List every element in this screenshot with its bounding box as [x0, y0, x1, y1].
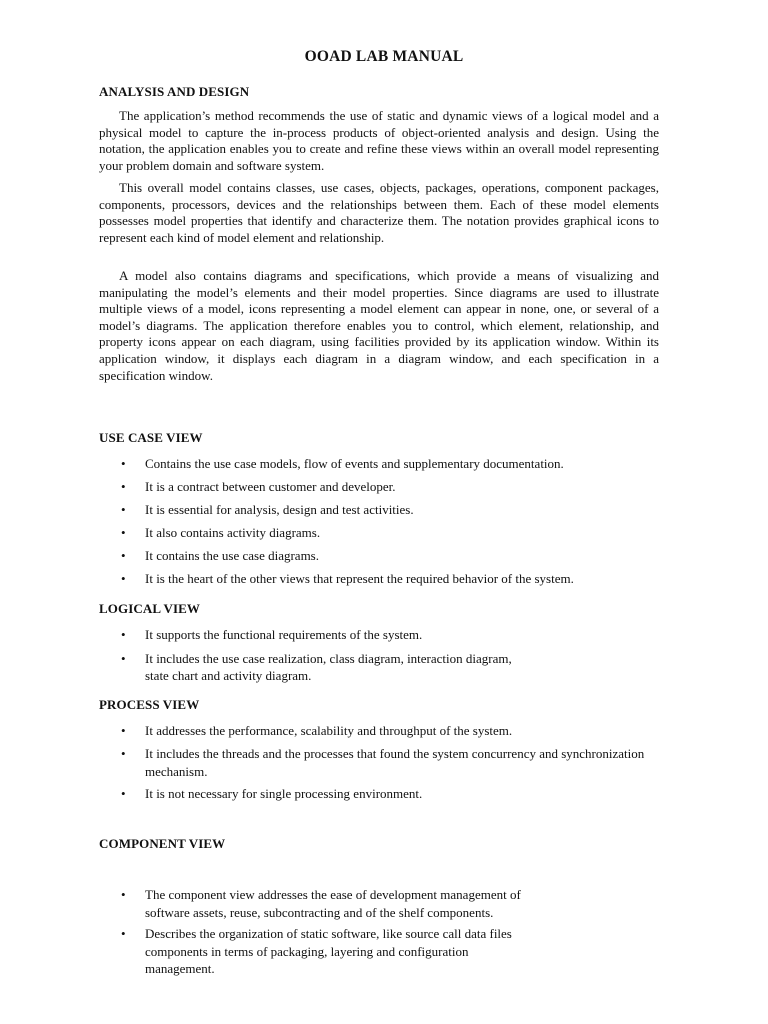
bullet-glyph: •	[121, 456, 126, 471]
list-item-text: It supports the functional requirements of the system.	[145, 627, 423, 642]
list-item-text: It also contains activity diagrams.	[145, 525, 321, 540]
bullet-glyph: •	[121, 723, 126, 738]
bullet-glyph: •	[121, 525, 126, 540]
list-item-text: It is the heart of the other views that represent the required behavior of the system.	[145, 571, 574, 586]
bullet-glyph: •	[121, 926, 126, 941]
list-item-text: It is essential for analysis, design and test activities.	[145, 502, 414, 517]
list-item-text: components in terms of packaging, layering and configuration	[145, 944, 469, 959]
list-item-text: Contains the use case models, flow of events and supplementary documentation.	[145, 456, 564, 471]
bullet-glyph: •	[121, 502, 126, 517]
bullet-glyph: •	[121, 786, 126, 801]
list-item-text: state chart and activity diagram.	[145, 668, 312, 683]
list-item-text: mechanism.	[145, 764, 208, 779]
heading-component-view: COMPONENT VIEW	[99, 836, 226, 851]
list-item-text: Describes the organization of static software, like source call data files	[145, 926, 512, 941]
list-item-text: software assets, reuse, subcontracting and of the shelf components.	[145, 905, 494, 920]
document-title: OOAD LAB MANUAL	[304, 48, 464, 65]
paragraph-analysis-1: The application’s method recommends the use of static and dynamic views of a logical model and a physical model to capture the in-process products of object-oriented analysis and design. Using the notation, the application enables you to create and refine these views within an overall model representing your problem domain and software system.	[99, 108, 659, 173]
bullet-glyph: •	[121, 571, 126, 586]
paragraph-analysis-3: A model also contains diagrams and specifications, which provide a means of visualizing and manipulating the model’s elements and their model properties. Since diagrams are used to illustrate multiple views of a model, icons representing a model element can appear in none, one, or several of a model’s diagrams. The application therefore enables you to control, which element, relationship, and property icons appear on each diagram, using facilities provided by its application window. Within its application window, it displays each diagram in a diagram window, and each specification in a specification window.	[99, 268, 659, 383]
heading-process-view: PROCESS VIEW	[99, 697, 200, 712]
bullet-glyph: •	[121, 627, 126, 642]
list-item-text: management.	[145, 961, 215, 976]
list-item-text: It contains the use case diagrams.	[145, 548, 319, 563]
bullet-glyph: •	[121, 548, 126, 563]
bullet-glyph: •	[121, 479, 126, 494]
heading-use-case-view: USE CASE VIEW	[99, 430, 203, 445]
list-item-text: The component view addresses the ease of development management of	[145, 887, 521, 902]
heading-logical-view: LOGICAL VIEW	[99, 601, 201, 616]
bullet-glyph: •	[121, 651, 126, 666]
list-item-text: It is a contract between customer and developer.	[145, 479, 396, 494]
list-item-text: It includes the use case realization, class diagram, interaction diagram,	[145, 651, 512, 666]
list-item-text: It addresses the performance, scalability and throughput of the system.	[145, 723, 513, 738]
list-item-text: It is not necessary for single processing environment.	[145, 786, 423, 801]
heading-analysis-design: ANALYSIS AND DESIGN	[99, 84, 250, 99]
paragraph-analysis-2: This overall model contains classes, use cases, objects, packages, operations, component packages, components, processors, devices and the relationships between them. Each of these model elements possesses model properties that identify and characterize them. The notation provides graphical icons to represent each kind of model element and relationship.	[99, 180, 659, 245]
list-item-text: It includes the threads and the processes that found the system concurrency and synchronization	[145, 746, 645, 761]
bullet-glyph: •	[121, 887, 126, 902]
bullet-glyph: •	[121, 746, 126, 761]
